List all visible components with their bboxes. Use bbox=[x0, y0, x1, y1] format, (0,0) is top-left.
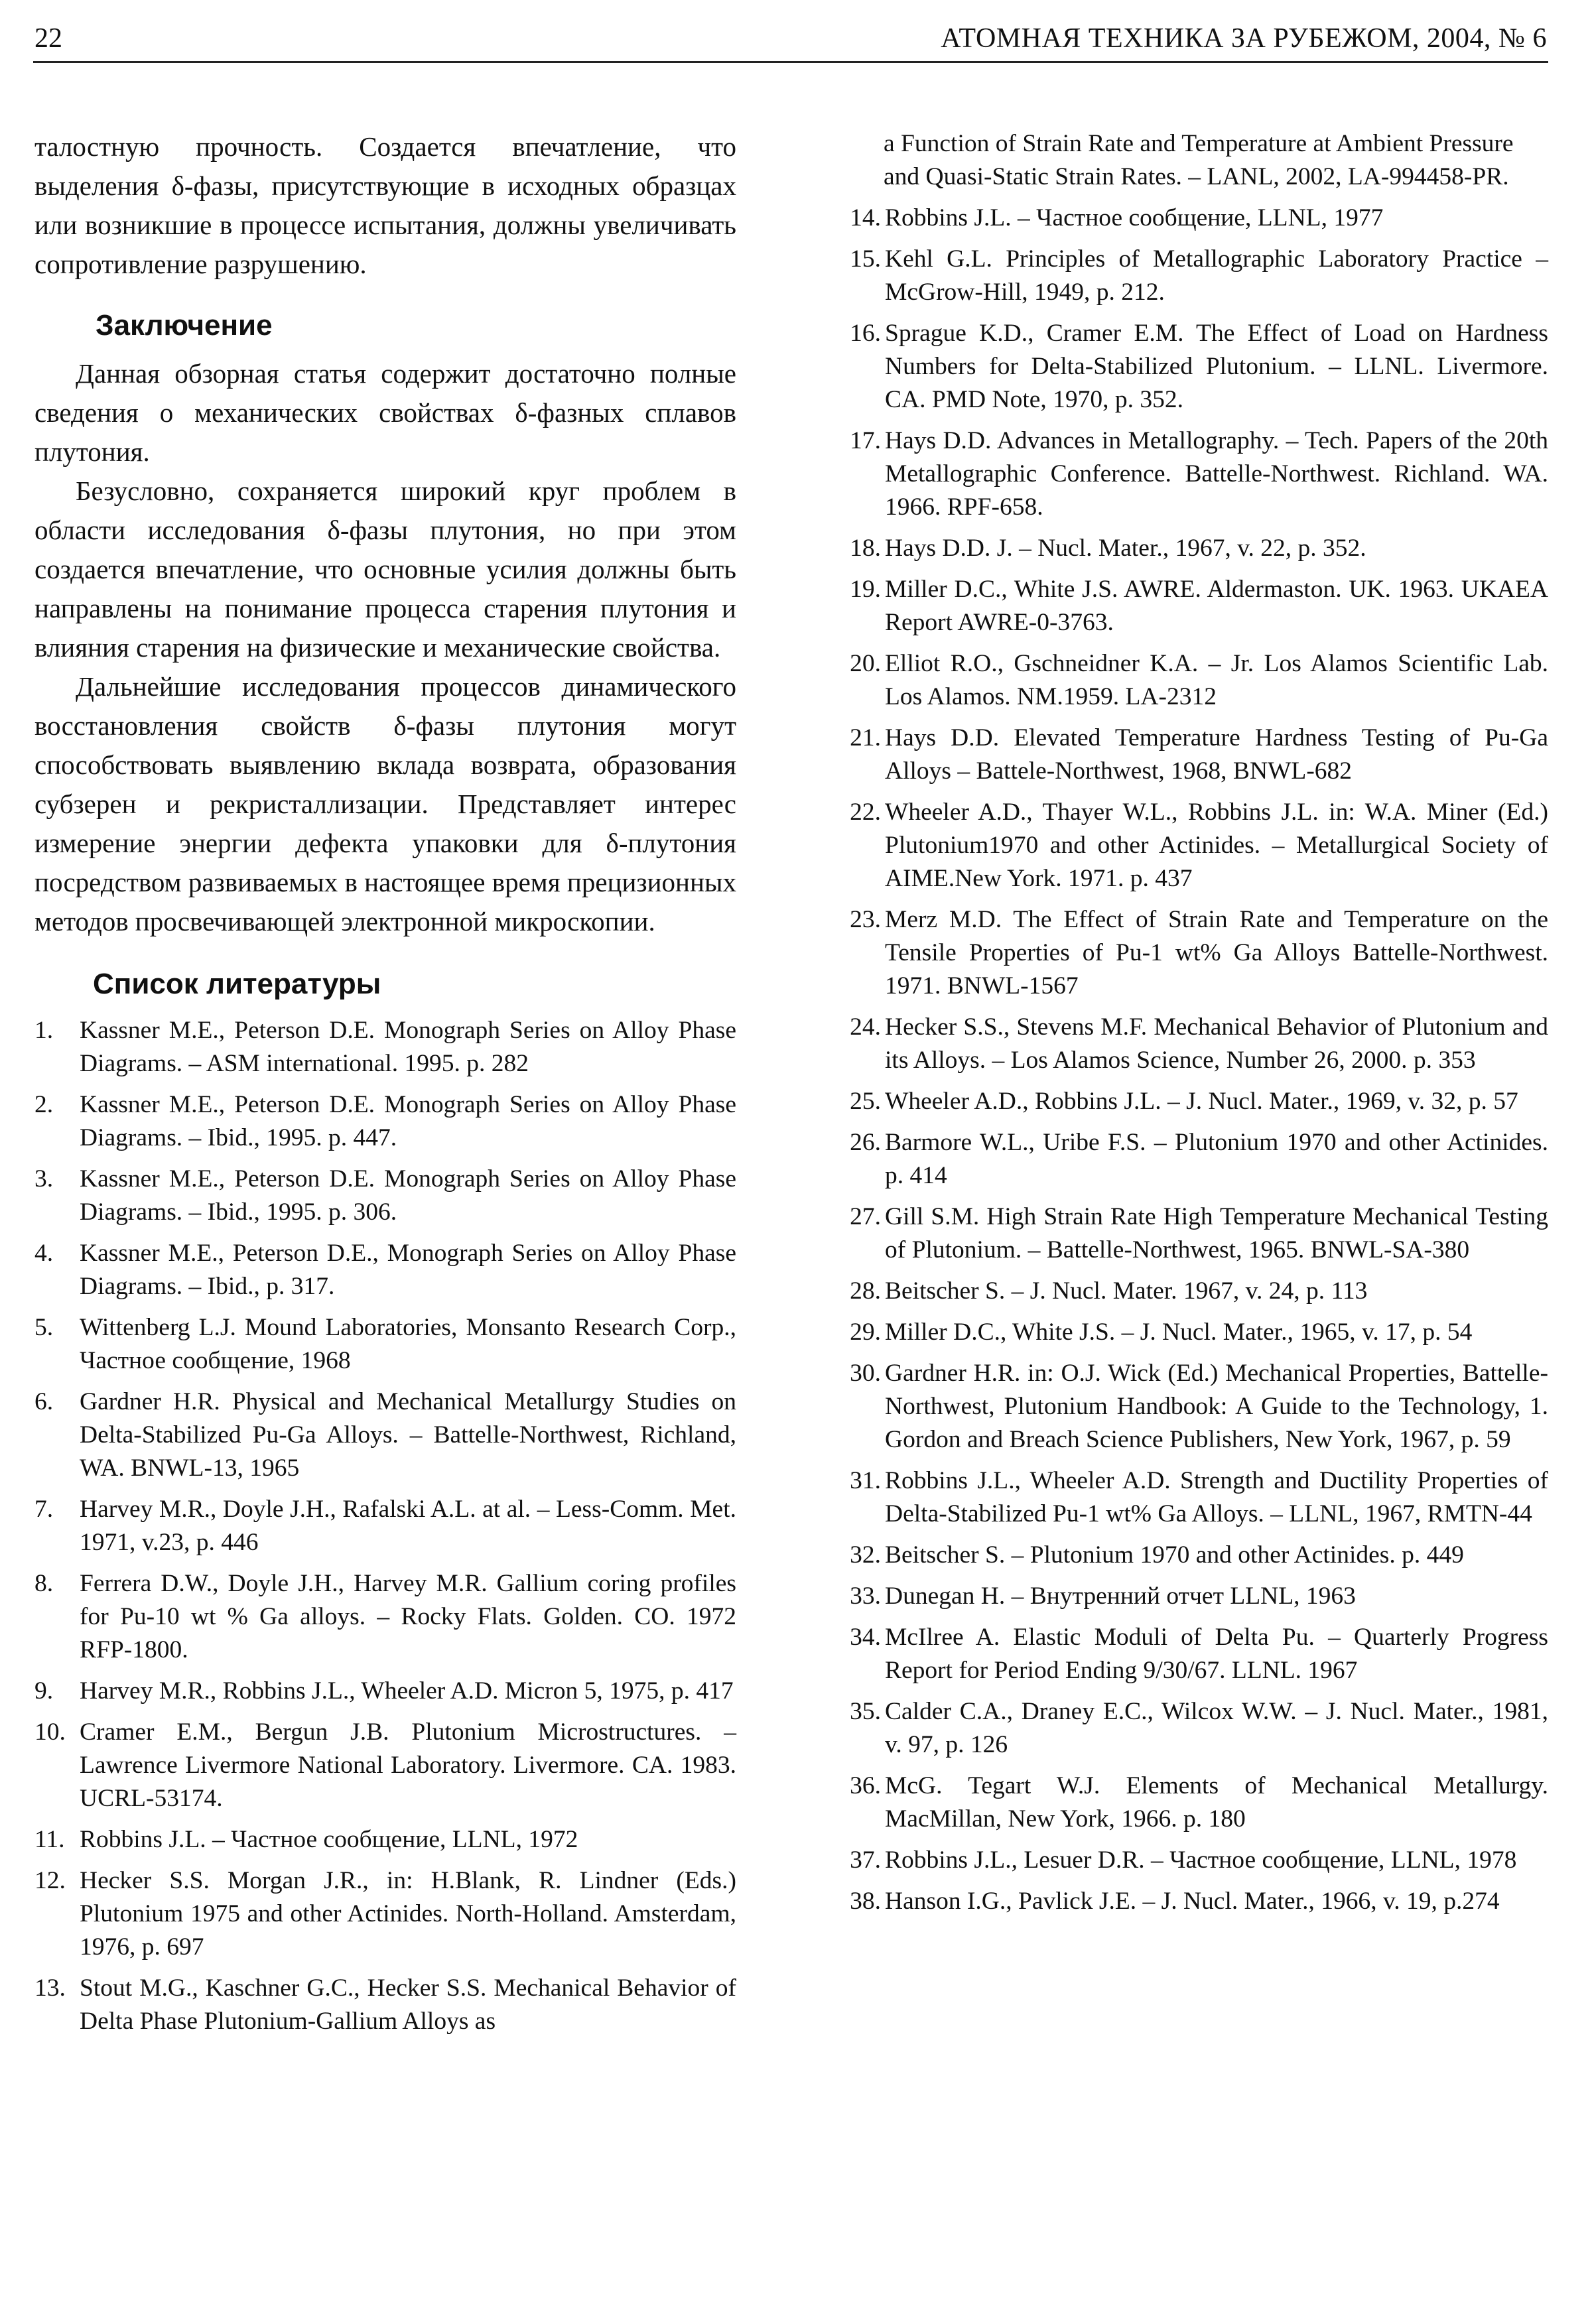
page-number: 22 bbox=[34, 23, 62, 54]
reference-number: 36. bbox=[850, 1772, 881, 1799]
reference-item bbox=[34, 1386, 736, 1485]
reference-number: 1. bbox=[34, 1017, 54, 1044]
reference-number: 17. bbox=[850, 427, 881, 454]
reference-text: Elliot R.O., Gschneidner K.A. – Jr. Los Alamos Scientific Lab. Los Alamos. NM.1959. LA-2312 bbox=[885, 650, 1548, 710]
reference-item bbox=[837, 903, 1548, 1003]
reference-number: 14. bbox=[850, 204, 881, 231]
reference-text: Robbins J.L. – Частное сообщение, LLNL, 1977 bbox=[885, 204, 1384, 231]
reference-number: 7. bbox=[34, 1496, 54, 1523]
reference-item bbox=[34, 1567, 736, 1667]
reference-text: Kassner M.E., Peterson D.E. Monograph Series on Alloy Phase Diagrams. – Ibid., 1995. p. 447. bbox=[80, 1091, 736, 1151]
reference-number: 11. bbox=[34, 1826, 65, 1853]
conclusion-paragraph-2: Безусловно, сохраняется широкий круг проблем в области исследования δ-фазы плутония, но при этом создается впечатление, что основные усилия должны быть направлены на понимание процесса старения плутония и влияния старения на физические и механические свойства. bbox=[34, 476, 736, 663]
reference-number: 38. bbox=[850, 1888, 881, 1915]
reference-text: Miller D.C., White J.S. – J. Nucl. Mater., 1965, v. 17, p. 54 bbox=[885, 1319, 1473, 1346]
references-list-right bbox=[837, 202, 1548, 1918]
reference-item bbox=[34, 1675, 736, 1708]
reference-text: Gill S.M. High Strain Rate High Temperature Mechanical Testing of Plutonium. – Battelle-Northwest, 1965. BNWL-SA-380 bbox=[885, 1203, 1548, 1263]
reference-text: Gardner H.R. in: O.J. Wick (Ed.) Mechanical Properties, Battelle-Northwest, Plutonium Handbook: A Guide to the Technology, 1. Gordon and Breach Science Publishers, New York, 1967, p. 59 bbox=[885, 1360, 1548, 1453]
reference-text: Hanson I.G., Pavlick J.E. – J. Nucl. Mater., 1966, v. 19, p.274 bbox=[885, 1888, 1500, 1915]
reference-item bbox=[837, 532, 1548, 565]
reference-item bbox=[837, 573, 1548, 639]
reference-item bbox=[837, 647, 1548, 714]
reference-item bbox=[837, 1316, 1548, 1349]
reference-item bbox=[837, 796, 1548, 895]
reference-text: Harvey M.R., Doyle J.H., Rafalski A.L. at al. – Less-Comm. Met. 1971, v.23, p. 446 bbox=[80, 1496, 736, 1556]
reference-number: 19. bbox=[850, 576, 881, 603]
intro-paragraph: талостную прочность. Создается впечатление, что выделения δ-фазы, присутствующие в исходных образцах или возникшие в процессе испытания, должны увеличивать сопротивление разрушению. bbox=[34, 131, 736, 279]
reference-item bbox=[837, 1885, 1548, 1918]
references-heading: Список литературы bbox=[93, 968, 381, 1000]
reference-text: McG. Tegart W.J. Elements of Mechanical Metallurgy. MacMillan, New York, 1966. p. 180 bbox=[885, 1772, 1548, 1833]
reference-text: Wittenberg L.J. Mound Laboratories, Monsanto Research Corp., Частное сообщение, 1968 bbox=[80, 1314, 736, 1374]
reference-item bbox=[34, 1716, 736, 1815]
reference-text: McIlree A. Elastic Moduli of Delta Pu. – Quarterly Progress Report for Period Ending 9/30/67. LLNL. 1967 bbox=[885, 1624, 1548, 1684]
reference-number: 33. bbox=[850, 1582, 881, 1610]
reference-text: Hays D.D. Elevated Temperature Hardness Testing of Pu-Ga Alloys – Battele-Northwest, 1968, BNWL-682 bbox=[885, 724, 1548, 785]
reference-item bbox=[837, 317, 1548, 417]
reference-item bbox=[837, 1011, 1548, 1077]
reference-text: Beitscher S. – Plutonium 1970 and other Actinides. p. 449 bbox=[885, 1541, 1464, 1569]
reference-text: Kassner M.E., Peterson D.E. Monograph Series on Alloy Phase Diagrams. – ASM international. 1995. p. 282 bbox=[80, 1017, 736, 1077]
reference-text: Ferrera D.W., Doyle J.H., Harvey M.R. Gallium coring profiles for Pu-10 wt % Ga alloys. – Rocky Flats. Golden. CO. 1972 RFP-1800. bbox=[80, 1570, 736, 1663]
reference-text: Wheeler A.D., Robbins J.L. – J. Nucl. Mater., 1969, v. 32, p. 57 bbox=[885, 1088, 1518, 1115]
reference-item bbox=[837, 1695, 1548, 1762]
reference-item bbox=[837, 1539, 1548, 1572]
reference-item bbox=[34, 1493, 736, 1559]
reference-number: 27. bbox=[850, 1203, 881, 1230]
reference-number: 4. bbox=[34, 1240, 54, 1267]
reference-number: 21. bbox=[850, 724, 881, 751]
reference-13-continuation: a Function of Strain Rate and Temperature at Ambient Pressure and Quasi-Static Strain Rates. – LANL, 2002, LA-994458-PR. bbox=[884, 130, 1514, 190]
reference-number: 32. bbox=[850, 1541, 881, 1569]
reference-number: 10. bbox=[34, 1718, 66, 1746]
reference-text: Kehl G.L. Principles of Metallographic Laboratory Practice – McGrow-Hill, 1949, p. 212. bbox=[885, 245, 1548, 306]
reference-text: Kassner M.E., Peterson D.E. Monograph Series on Alloy Phase Diagrams. – Ibid., 1995. p. 306. bbox=[80, 1165, 736, 1226]
reference-number: 13. bbox=[34, 1974, 66, 2002]
reference-number: 25. bbox=[850, 1088, 881, 1115]
reference-number: 9. bbox=[34, 1677, 54, 1705]
reference-text: Robbins J.L. – Частное сообщение, LLNL, 1972 bbox=[80, 1826, 578, 1853]
reference-item bbox=[837, 1200, 1548, 1267]
reference-number: 37. bbox=[850, 1846, 881, 1874]
reference-text: Hecker S.S. Morgan J.R., in: H.Blank, R. Lindner (Eds.) Plutonium 1975 and other Actinides. North-Holland. Amsterdam, 1976, p. 697 bbox=[80, 1867, 736, 1961]
reference-number: 12. bbox=[34, 1867, 66, 1894]
references-list-left bbox=[34, 1014, 736, 2038]
reference-text: Robbins J.L., Wheeler A.D. Strength and Ductility Properties of Delta-Stabilized Pu-1 wt% Ga Alloys. – LLNL, 1967, RMTN-44 bbox=[885, 1467, 1548, 1527]
reference-item bbox=[837, 1580, 1548, 1613]
right-column bbox=[837, 127, 1548, 1926]
reference-item bbox=[34, 1237, 736, 1303]
reference-item bbox=[34, 1088, 736, 1155]
reference-number: 24. bbox=[850, 1013, 881, 1041]
reference-item bbox=[837, 1357, 1548, 1456]
reference-number: 35. bbox=[850, 1698, 881, 1725]
reference-text: Hays D.D. Advances in Metallography. – Tech. Papers of the 20th Metallographic Conference. Battelle-Northwest. Richland. WA. 1966. RPF-658. bbox=[885, 427, 1548, 521]
reference-item bbox=[837, 722, 1548, 788]
reference-item bbox=[837, 1126, 1548, 1193]
reference-number: 29. bbox=[850, 1319, 881, 1346]
reference-number: 18. bbox=[850, 535, 881, 562]
reference-item bbox=[837, 1275, 1548, 1308]
reference-number: 23. bbox=[850, 906, 881, 933]
reference-number: 34. bbox=[850, 1624, 881, 1651]
reference-number: 15. bbox=[850, 245, 881, 273]
reference-number: 30. bbox=[850, 1360, 881, 1387]
reference-text: Robbins J.L., Lesuer D.R. – Частное сообщение, LLNL, 1978 bbox=[885, 1846, 1517, 1874]
reference-text: Harvey M.R., Robbins J.L., Wheeler A.D. Micron 5, 1975, p. 417 bbox=[80, 1677, 734, 1705]
reference-text: Cramer E.M., Bergun J.B. Plutonium Microstructures. – Lawrence Livermore National Laboratory. Livermore. CA. 1983. UCRL-53174. bbox=[80, 1718, 736, 1812]
reference-item bbox=[34, 1864, 736, 1964]
reference-item bbox=[837, 1844, 1548, 1877]
reference-text: Wheeler A.D., Thayer W.L., Robbins J.L. in: W.A. Miner (Ed.) Plutonium1970 and other Actinides. – Metallurgical Society of AIME.New York. 1971. p. 437 bbox=[885, 799, 1548, 892]
reference-text: Barmore W.L., Uribe F.S. – Plutonium 1970 and other Actinides. p. 414 bbox=[885, 1129, 1548, 1189]
reference-text: Calder C.A., Draney E.C., Wilcox W.W. – J. Nucl. Mater., 1981, v. 97, p. 126 bbox=[885, 1698, 1548, 1758]
reference-text: Beitscher S. – J. Nucl. Mater. 1967, v. 24, p. 113 bbox=[885, 1277, 1368, 1305]
reference-number: 2. bbox=[34, 1091, 54, 1118]
reference-text: Stout M.G., Kaschner G.C., Hecker S.S. Mechanical Behavior of Delta Phase Plutonium-Gallium Alloys as bbox=[80, 1974, 736, 2035]
reference-text: Merz M.D. The Effect of Strain Rate and Temperature on the Tensile Properties of Pu-1 wt% Ga Alloys Battelle-Northwest. 1971. BNWL-1567 bbox=[885, 906, 1548, 1000]
reference-item bbox=[837, 202, 1548, 235]
reference-text: Sprague K.D., Cramer E.M. The Effect of Load on Hardness Numbers for Delta-Stabilized Plutonium. – LLNL. Livermore. CA. PMD Note, 1970, p. 352. bbox=[885, 320, 1548, 413]
reference-number: 8. bbox=[34, 1570, 54, 1597]
reference-number: 26. bbox=[850, 1129, 881, 1156]
reference-item bbox=[34, 1014, 736, 1080]
reference-item bbox=[34, 1972, 736, 2038]
reference-item bbox=[837, 1085, 1548, 1118]
reference-item bbox=[837, 243, 1548, 309]
reference-item bbox=[837, 1464, 1548, 1531]
reference-number: 20. bbox=[850, 650, 881, 677]
reference-number: 6. bbox=[34, 1388, 54, 1415]
reference-item bbox=[837, 424, 1548, 524]
reference-item bbox=[34, 1823, 736, 1856]
reference-text: Hays D.D. J. – Nucl. Mater., 1967, v. 22, p. 352. bbox=[885, 535, 1366, 562]
reference-text: Dunegan H. – Внутренний отчет LLNL, 1963 bbox=[885, 1582, 1356, 1610]
reference-text: Gardner H.R. Physical and Mechanical Metallurgy Studies on Delta-Stabilized Pu-Ga Alloys. – Battelle-Northwest, Richland, WA. BNWL-13, 1965 bbox=[80, 1388, 736, 1482]
reference-text: Kassner M.E., Peterson D.E., Monograph Series on Alloy Phase Diagrams. – Ibid., p. 317. bbox=[80, 1240, 736, 1300]
reference-number: 5. bbox=[34, 1314, 54, 1341]
conclusion-paragraph-3: Дальнейшие исследования процессов динамического восстановления свойств δ-фазы плутония могут способствовать выявлению вклада возврата, образования субзерен и рекристаллизации. Представляет интерес измерение энергии дефекта упаковки для δ-плутония посредством развиваемых в настоящее время прецизионных методов просвечивающей электронной микроскопии. bbox=[34, 671, 736, 936]
reference-item bbox=[34, 1163, 736, 1229]
reference-text: Miller D.C., White J.S. AWRE. Aldermaston. UK. 1963. UKAEA Report AWRE-0-3763. bbox=[885, 576, 1548, 636]
reference-number: 3. bbox=[34, 1165, 54, 1193]
reference-number: 31. bbox=[850, 1467, 881, 1494]
reference-number: 28. bbox=[850, 1277, 881, 1305]
reference-item bbox=[34, 1311, 736, 1378]
reference-item bbox=[837, 1770, 1548, 1836]
conclusion-heading: Заключение bbox=[96, 309, 273, 342]
reference-number: 16. bbox=[850, 320, 881, 347]
left-column bbox=[34, 127, 736, 2046]
reference-item bbox=[837, 1621, 1548, 1687]
journal-title: АТОМНАЯ ТЕХНИКА ЗА РУБЕЖОМ, 2004, № 6 bbox=[941, 23, 1547, 54]
reference-text: Hecker S.S., Stevens M.F. Mechanical Behavior of Plutonium and its Alloys. – Los Alamos Science, Number 26, 2000. p. 353 bbox=[885, 1013, 1548, 1074]
reference-number: 22. bbox=[850, 799, 881, 826]
conclusion-paragraph-1: Данная обзорная статья содержит достаточно полные сведения о механических свойствах δ-фазных сплавов плутония. bbox=[34, 358, 736, 467]
page-header bbox=[33, 23, 1548, 63]
